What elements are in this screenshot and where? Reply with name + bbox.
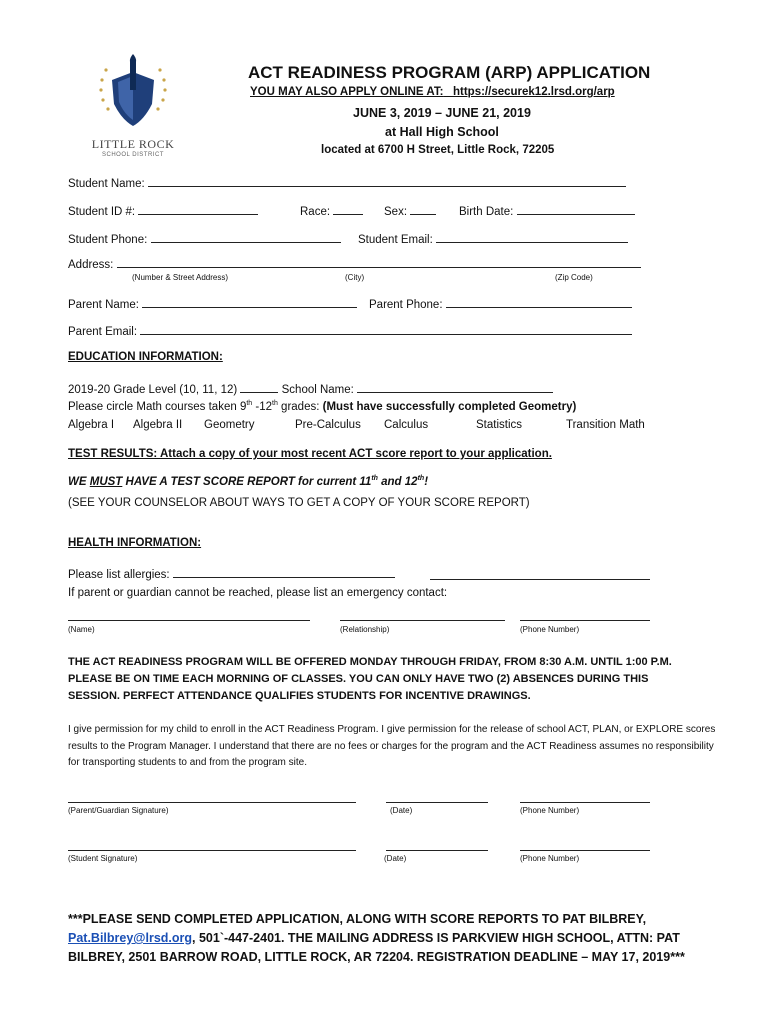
allergies-row (68, 566, 395, 581)
emergency-relationship-field[interactable] (340, 620, 505, 621)
student-phone-sig-field[interactable] (520, 850, 650, 851)
sex-label: Sex: (384, 206, 408, 218)
score-sup1: th (371, 475, 378, 483)
parent-name-row (68, 296, 357, 311)
grade-row (68, 381, 553, 396)
education-heading: EDUCATION INFORMATION: (68, 351, 223, 363)
logo-subname: SCHOOL DISTRICT (102, 152, 164, 158)
address-label: Address: (68, 259, 114, 271)
parent-phone-group (369, 296, 632, 311)
parent-email-label: Parent Email: (68, 326, 138, 338)
score-end: ! (424, 476, 429, 488)
school-label: School Name: (281, 384, 354, 396)
district-logo (88, 52, 178, 158)
score-and: and 12 (377, 476, 418, 488)
parent-phone-label: Parent Phone: (369, 299, 443, 311)
student-phone-label: Student Phone: (68, 234, 148, 246)
contact-email-link[interactable]: Pat.Bilbrey@lrsd.org (68, 931, 193, 945)
parent-signature-field[interactable] (68, 802, 356, 803)
courses-requirement: (Must have successfully completed Geometry) (322, 401, 577, 413)
footer-instructions (68, 910, 718, 967)
hint-phone: (Phone Number) (520, 625, 580, 634)
permission-text: I give permission for my child to enroll in the ACT Readiness Program. I give permission for the release of school ACT, PLAN, or EXPLORE scores results to the Program Manager. I understand that there are no fees or charges for the program and the ACT Readiness assumes no responsibility for transporting students to and from the program site. (68, 724, 716, 768)
program-location: located at 6700 H Street, Little Rock, 72205 (321, 144, 555, 156)
health-heading: HEALTH INFORMATION: (68, 537, 202, 549)
sex-field[interactable] (410, 203, 436, 215)
course-calculus[interactable]: Calculus (384, 419, 429, 431)
student-phone-row (68, 231, 341, 246)
hint-name: (Name) (68, 625, 95, 634)
emergency-phone-field[interactable] (520, 620, 650, 621)
parent-name-field[interactable] (142, 296, 357, 308)
test-results-note: TEST RESULTS: Attach a copy of your most recent ACT score report to your application. (68, 448, 552, 460)
parent-phone-field[interactable] (446, 296, 632, 308)
race-field[interactable] (333, 203, 363, 215)
address-row (68, 256, 641, 271)
student-email-field[interactable] (436, 231, 628, 243)
parent-phone-hint: (Phone Number) (520, 806, 580, 815)
course-algebra2[interactable]: Algebra II (133, 419, 183, 431)
online-url[interactable]: https://securek12.lrsd.org/arp (453, 86, 615, 98)
student-name-field[interactable] (148, 175, 626, 187)
student-id-row (68, 203, 258, 218)
allergies-field-2[interactable] (430, 579, 650, 580)
courses-prefix: Please circle Math courses taken 9 (68, 401, 247, 413)
parent-email-row (68, 323, 632, 338)
hint-relationship: (Relationship) (340, 625, 390, 634)
score-sup2: th (417, 475, 425, 483)
courses-sup1: th (246, 400, 253, 408)
logo-name: LITTLE ROCK (91, 137, 175, 151)
grade-field[interactable] (240, 381, 278, 393)
course-geometry[interactable]: Geometry (204, 419, 255, 431)
student-date-field[interactable] (386, 850, 488, 851)
course-transition-math[interactable]: Transition Math (566, 419, 645, 431)
student-id-field[interactable] (138, 203, 258, 215)
student-phone-hint: (Phone Number) (520, 854, 580, 863)
footer-line1: ***PLEASE SEND COMPLETED APPLICATION, ALONG WITH SCORE REPORTS TO PAT BILBREY, (68, 912, 647, 926)
parent-phone-sig-field[interactable] (520, 802, 650, 803)
emergency-label: If parent or guardian cannot be reached, please list an emergency contact: (68, 587, 448, 599)
footer-rest: , 501`-447-2401. THE MAILING ADDRESS IS PARKVIEW HIGH SCHOOL, ATTN: PAT BILBREY, 2501 BARROW ROAD, LITTLE ROCK, AR 72204. REGISTRATION DEADLINE – MAY 17, 2019*** (68, 931, 685, 964)
online-line (250, 86, 615, 98)
student-email-group (358, 231, 628, 246)
school-field[interactable] (357, 381, 553, 393)
allergies-label: Please list allergies: (68, 569, 170, 581)
sex-group (384, 203, 436, 218)
hint-zip: (Zip Code) (555, 273, 593, 282)
parent-email-field[interactable] (140, 323, 632, 335)
address-field[interactable] (117, 256, 641, 268)
page-title: ACT READINESS PROGRAM (ARP) APPLICATION (248, 63, 651, 82)
hint-city: (City) (345, 273, 365, 282)
allergies-field-1[interactable] (173, 566, 395, 578)
parent-date-hint: (Date) (390, 806, 413, 815)
course-precalculus[interactable]: Pre-Calculus (295, 419, 361, 431)
hint-street: (Number & Street Address) (132, 273, 229, 282)
race-group (300, 203, 363, 218)
score-requirement (68, 476, 428, 488)
birth-group (459, 203, 635, 218)
online-prefix: YOU MAY ALSO APPLY ONLINE AT: (250, 86, 444, 98)
attendance-notice: THE ACT READINESS PROGRAM WILL BE OFFERED MONDAY THROUGH FRIDAY, FROM 8:30 A.M. UNTIL 1:00 P.M. PLEASE BE ON TIME EACH MORNING OF CLASSES. YOU CAN ONLY HAVE TWO (2) ABSENCES DURING THIS SESSION. PERFECT ATTENDANCE QUALIFIES STUDENTS FOR INCENTIVE DRAWINGS. (68, 656, 672, 702)
student-phone-field[interactable] (151, 231, 341, 243)
race-label: Race: (300, 206, 331, 218)
student-signature-field[interactable] (68, 850, 356, 851)
courses-mid: -12 (252, 401, 273, 413)
score-we: WE (68, 476, 90, 488)
student-id-label: Student ID #: (68, 206, 136, 218)
emergency-name-field[interactable] (68, 620, 310, 621)
student-name-label: Student Name: (68, 178, 145, 190)
courses-line (68, 401, 576, 413)
counselor-note: (SEE YOUR COUNSELOR ABOUT WAYS TO GET A COPY OF YOUR SCORE REPORT) (68, 497, 530, 509)
program-venue: at Hall High School (385, 125, 499, 139)
courses-sup2: th (272, 400, 278, 408)
course-algebra1[interactable]: Algebra I (68, 419, 115, 431)
score-must: MUST (89, 476, 123, 488)
student-signature-hint: (Student Signature) (68, 854, 138, 863)
program-dates: JUNE 3, 2019 – JUNE 21, 2019 (353, 106, 531, 120)
parent-signature-hint: (Parent/Guardian Signature) (68, 806, 169, 815)
student-email-label: Student Email: (358, 234, 433, 246)
score-text: HAVE A TEST SCORE REPORT for current 11 (122, 476, 372, 488)
course-statistics[interactable]: Statistics (476, 419, 523, 431)
grade-label: 2019-20 Grade Level (10, 11, 12) (68, 384, 238, 396)
shield-icon (88, 52, 178, 132)
courses-suffix: grades: (277, 401, 323, 413)
parent-name-label: Parent Name: (68, 299, 139, 311)
parent-date-field[interactable] (386, 802, 488, 803)
birth-field[interactable] (517, 203, 635, 215)
student-date-hint: (Date) (384, 854, 407, 863)
student-name-row (68, 175, 626, 190)
birth-label: Birth Date: (459, 206, 514, 218)
